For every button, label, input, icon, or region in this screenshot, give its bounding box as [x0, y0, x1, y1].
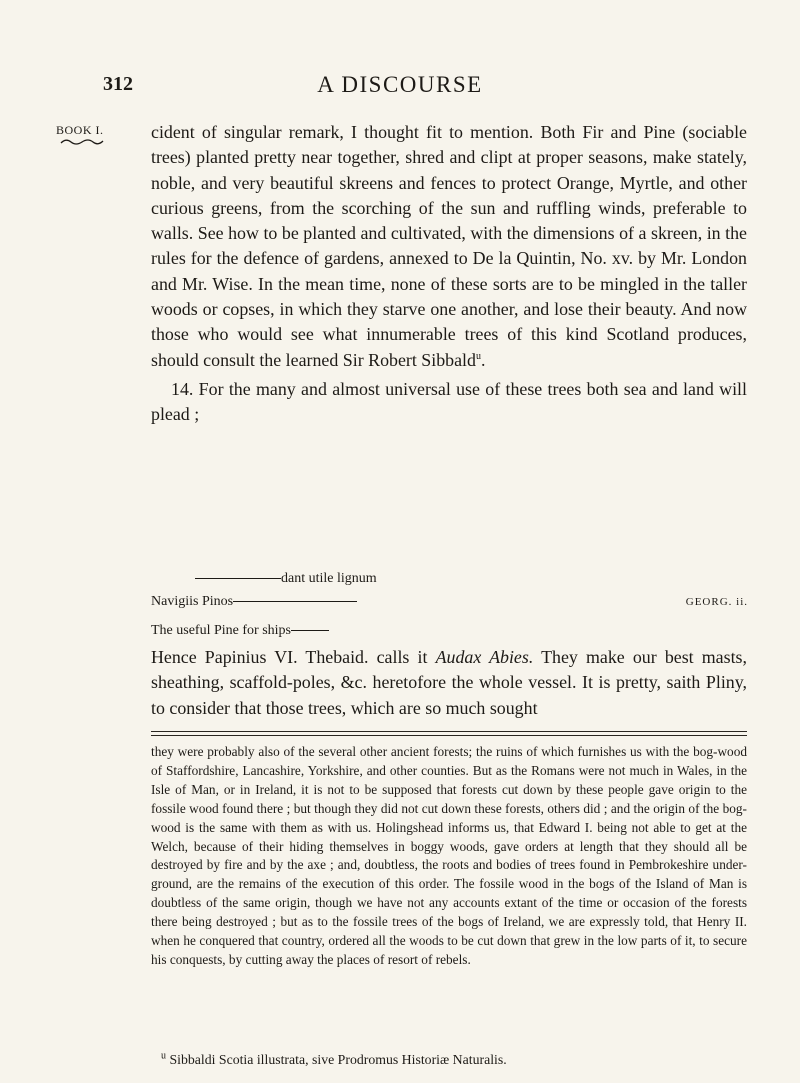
footnote-divider [151, 735, 747, 736]
quote-line-2-text: Navigiis Pinos [151, 594, 234, 609]
margin-book-label: BOOK I. [56, 123, 104, 137]
footnote-divider [151, 731, 747, 732]
paragraph-1-text: cident of singular remark, I thought fit to mention. Both Fir and Pine (sociable trees) planted pretty near together, shred and clipt at proper seasons, make stately, noble, and very beautiful skreens and fences to protect Orange, Myrtle, and other curious greens, from the scorching of the sun and ruffling winds, preferable to walls. See how to be planted and cultivated, with the dimensions of a skreen, in the rules for the defence of gardens, annexed to De la Quintin, No. xv. by Mr. London and Mr. Wise. In the mean time, none of these sorts are to be mingled in the taller woods or copses, in which they starve one another, and lose their beauty. And now those who would see what innumerable trees of this kind Scotland produces, should consult the learned Sir Robert Sibbald [151, 122, 747, 370]
quote-dash [195, 578, 281, 579]
quote-line-2 [151, 594, 751, 610]
paragraph-3-lead: Hence Papinius VI. Thebaid. calls it [151, 647, 436, 667]
paragraph-3 [151, 645, 747, 721]
footnote-continuation: they were probably also of the several other ancient forests; the ruins of which furnishes us with the bog-wood of Staffordshire, Lancashire, Yorkshire, and other counties. But as the Romans were not much in Wales, in the Isle of Man, or in Ireland, it is not to be supposed that forests cut down by these people gave origin to the fossile wood found there ; but though they did not cut down these forests, others did ; and the origin of the bog-wood is the same with them as with us. Holingshead informs us, that Edward I. being not able to get at the Welch, because of their hiding themselves in boggy woods, gave orders at length that they should all be destroyed by fire and by the axe ; and, doubtless, the roots and bodies of trees found in Pembrokeshire under-ground, are the remains of the execution of this order. The fossile wood in the bogs of the Island of Man is doubtless of the same origin, though we have not any accounts extant of the time or occasion of the forests there being destroyed ; but as to the fossile trees of the bogs of Ireland, we are expressly told, that Henry II. when he conquered that country, ordered all the woods to be cut down that grew in the low parts of it, to secure his conquests, by cutting away the places of resort of rebels. [151, 744, 747, 967]
paragraph-2: 14. For the many and almost universal use of these trees both sea and land will plead ; [151, 378, 747, 425]
quote-line-1 [195, 571, 795, 587]
footnote-u [161, 1052, 751, 1068]
footnote-ref-u: u [475, 350, 481, 362]
footnote-u-mark: u [161, 1050, 166, 1062]
running-head: A DISCOURSE [317, 72, 483, 97]
quote-source: GEORG. ii. [685, 596, 748, 608]
quote-dash [233, 601, 357, 602]
quote-line-3 [151, 623, 751, 639]
paragraph-3-italic: Audax Abies. [435, 647, 534, 667]
quote-line-3-text: The useful Pine for ships [151, 623, 291, 638]
paragraph-1 [151, 120, 747, 373]
quote-dash [291, 630, 329, 631]
main-text [151, 120, 747, 428]
footnote-u-text: Sibbaldi Scotia illustrata, sive Prodromus Historiæ Naturalis. [169, 1052, 507, 1067]
page-number: 312 [103, 73, 133, 95]
paragraph-1-end: . [480, 349, 486, 370]
quote-line-1-text: dant utile lignum [281, 571, 377, 586]
swash-ornament-icon [60, 138, 104, 146]
paragraph-3-rest: They make our best masts, sheathing, scaffold-poles, &c. heretofore the whole vessel. It is pretty, saith Pliny, to consider that those trees, which are so much sought [151, 647, 747, 718]
margin-swash-ornament [60, 135, 104, 150]
